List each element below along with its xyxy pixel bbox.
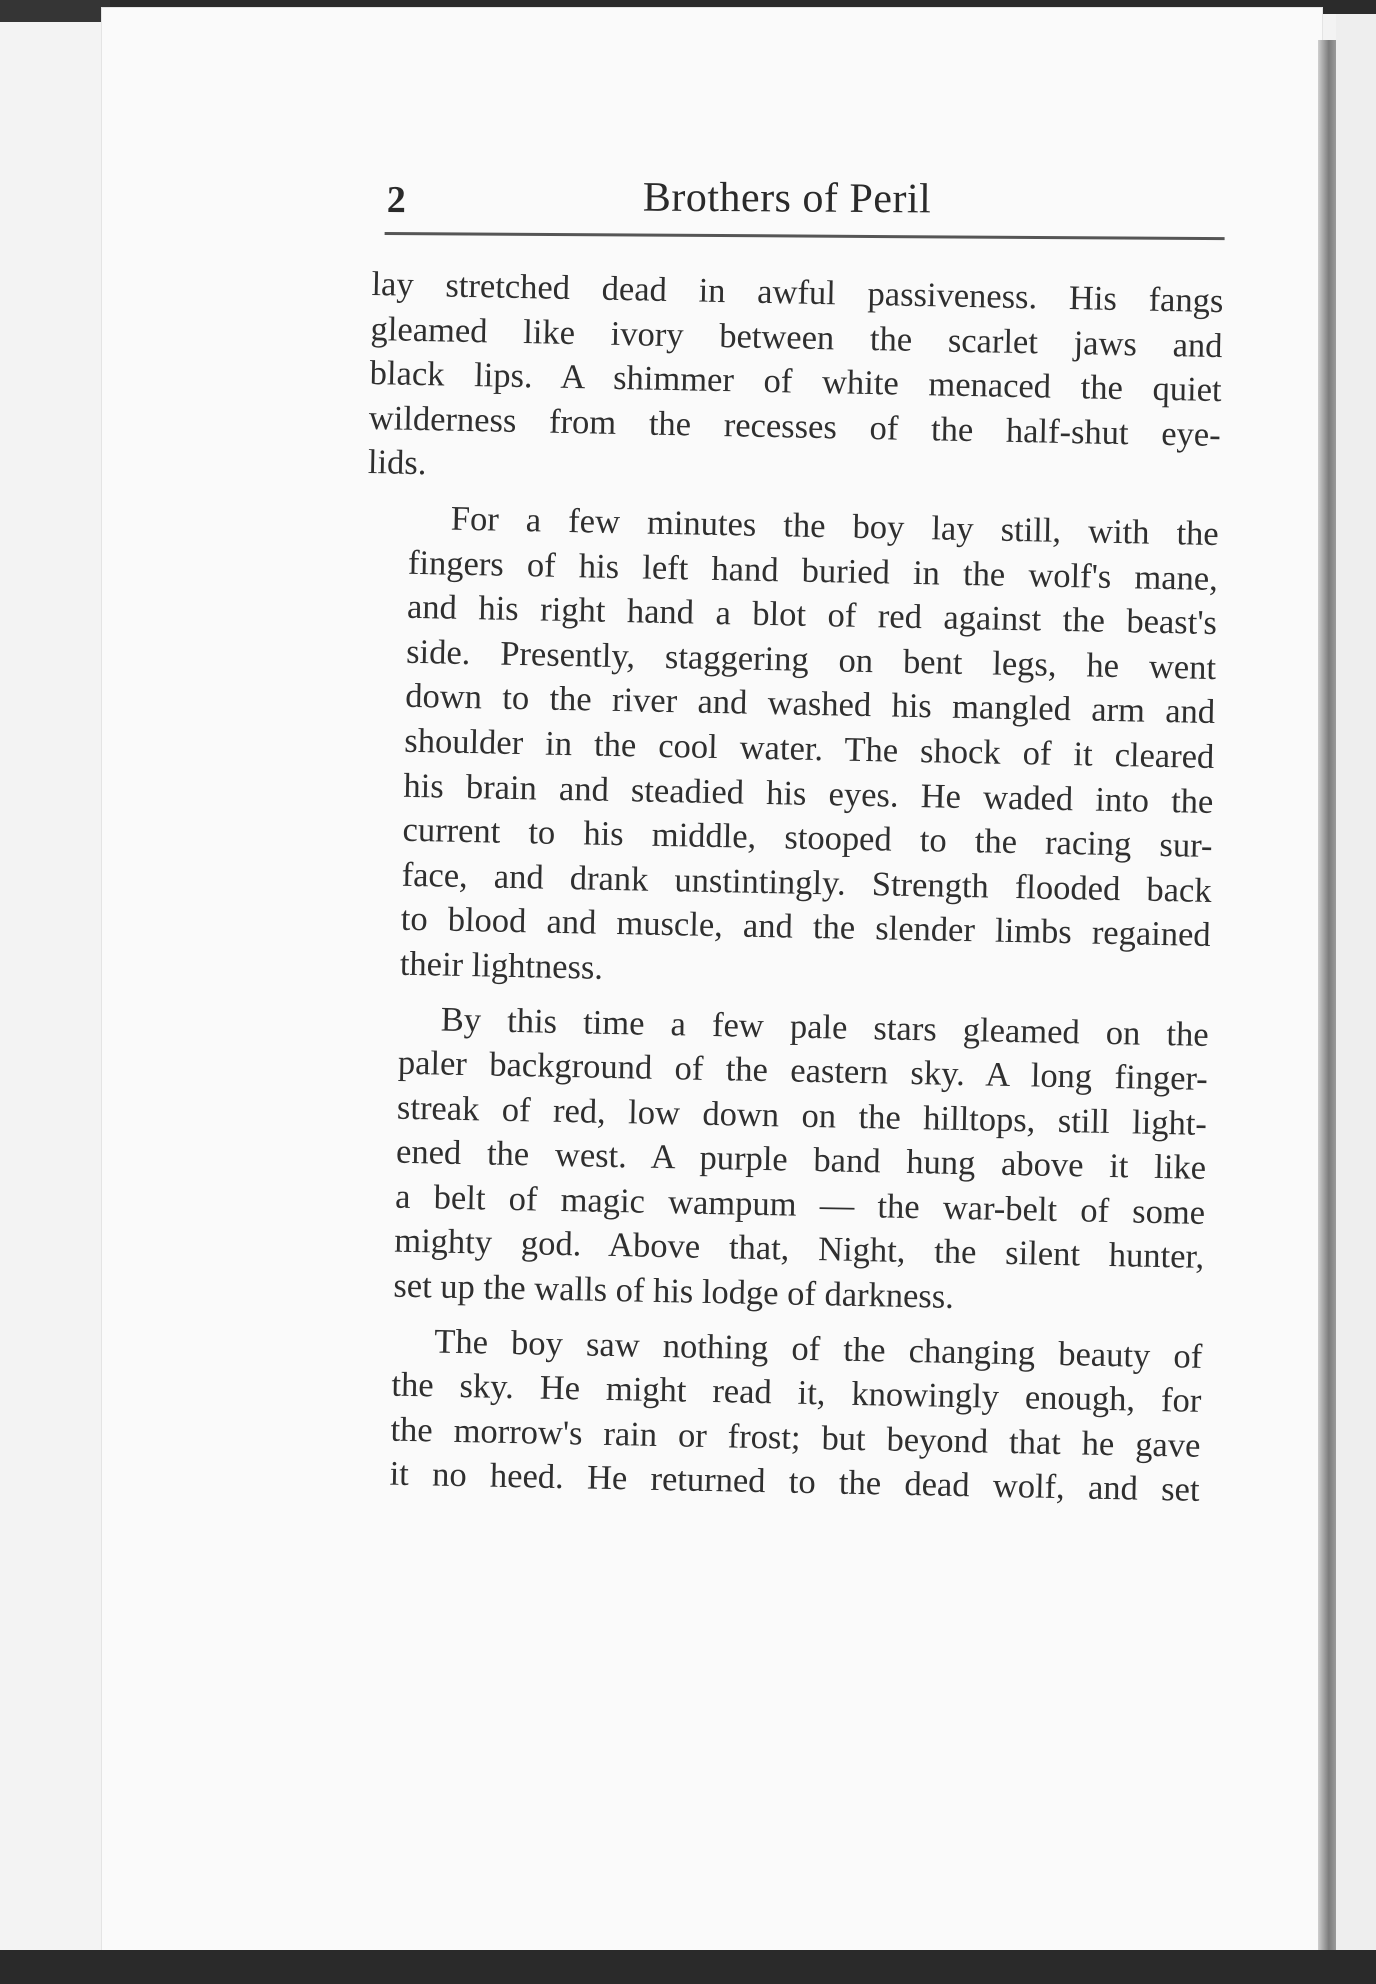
paragraph (357, 495, 1219, 1003)
text-line: streak of red, low down on the hilltops, still light- (396, 1088, 1208, 1143)
scan-background-bottom (0, 1950, 1376, 1984)
text-line: the sky. He might read it, knowingly enough, for (391, 1365, 1202, 1421)
text-line: current to his middle, stooped to the racing sur- (402, 810, 1213, 866)
text-line: shoulder in the cool water. The shock of it cleared (404, 721, 1215, 776)
paragraph (368, 262, 1224, 502)
book-title: Brothers of Peril (642, 174, 932, 223)
text-line: mighty god. Above that, Night, the silent hunter, (393, 1222, 1205, 1277)
text-line: and his right hand a blot of red against the beast's (406, 587, 1218, 643)
text-line: By this time a few pale stars gleamed on the (440, 1000, 1210, 1054)
text-line: The boy saw nothing of the changing beauty of (433, 1322, 1203, 1376)
text-line: side. Presently, staggering on bent legs, he went (405, 632, 1217, 687)
text-line: gleamed like ivory between the scarlet jaws and (370, 309, 1223, 365)
running-header (385, 170, 1225, 245)
text-line: black lips. A shimmer of white menaced the quiet (369, 354, 1222, 410)
text-line: fingers of his left hand buried in the wolf's mane, (407, 543, 1219, 598)
text-line: lids. (367, 443, 427, 483)
text-line: down to the river and washed his mangled arm and (404, 677, 1216, 732)
text-line: to blood and muscle, and the slender limbs regained (400, 900, 1212, 955)
header-rule (385, 232, 1225, 240)
text-line: a belt of magic wampum — the war-belt of some (394, 1177, 1206, 1232)
text-line: face, and drank unstintingly. Strength flooded back (401, 855, 1212, 910)
text-line: wilderness from the recesses of the half-shut eye- (368, 398, 1222, 454)
text-line: paler background of the eastern sky. A long finger- (397, 1043, 1209, 1099)
text-line: the morrow's rain or frost; but beyond that he gave (390, 1410, 1201, 1465)
scan-background-right (1336, 14, 1376, 1954)
text-line: For a few minutes the boy lay still, with the (450, 499, 1220, 554)
paragraph (351, 995, 1209, 1324)
text-line: set up the walls of his lodge of darkness. (393, 1266, 955, 1316)
text-line: lay stretched dead in awful passiveness. His fangs (371, 264, 1224, 321)
text-line: his brain and steadied his eyes. He waded into the (403, 766, 1214, 821)
body-text (347, 262, 1224, 1523)
text-line: their lightness. (399, 944, 604, 987)
page-number: 2 (386, 179, 406, 222)
scan-background-corner (0, 0, 110, 22)
paragraph (347, 1317, 1202, 1512)
text-line: ened the west. A purple band hung above it like (395, 1132, 1207, 1188)
page-edge-shadow (1318, 40, 1336, 1950)
text-line: it no heed. He returned to the dead wolf, and set (389, 1455, 1200, 1510)
